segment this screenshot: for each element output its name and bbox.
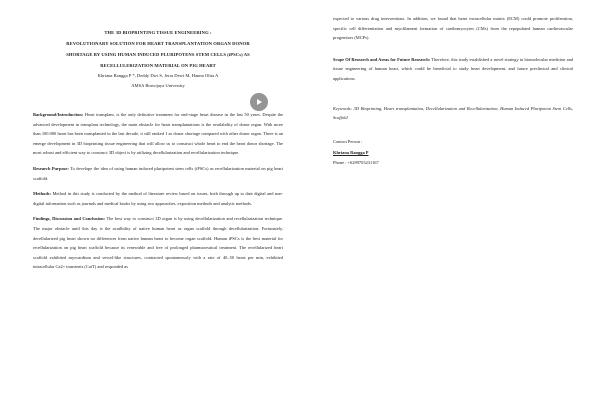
scope-text: Therefore, this study established a novel strategy in biomolecular medicine and tissue engineering of human heart, which could be beneficial to study heart development, and future preclinical and clinical applications. [333,56,574,81]
purpose-label: Research Purpose: [33,165,69,171]
continuation-text: expected to various drug interventions. In addition, we found that heart extracellular matrix (ECM) could promote proliferation, specific cell differentiation and myofilament formation of cardiomyocytes (CMs) from the repopulated human cardiovascular progenitors (MCPs). [333,16,573,41]
methods-section [33,189,283,208]
title-line: RECELLULERIZATION MATERIAL ON PIG HEART [100,63,216,68]
right-column [333,14,573,168]
contact-name: Khriana Rangga P [333,150,369,156]
findings-section [33,214,283,272]
methods-label: Methods: [33,191,51,197]
contact-label: Contact Person : [333,138,363,144]
paper-title [33,27,283,71]
background-text: Heart transplant, is the only definitive treatment for end-stage heart disease in the last 50 years. Despite the advanced development in transplant technology, the main obstacle for heart transplantations is the availability of donor organ. With more than 100.000 heart has been transplanted in the last decade, it still ranked 1 as donor shortage compared with other donor organ. There is an emerge development in 3D bioprinting tissue engineering that will allow us to construct whole heart to end the heart donor shortage. The most robust and efficient way to construct 3D object is by utilizing decellularization and recellularization technique. [33,112,283,156]
findings-label: Findings, Discussion and Conclusion: [33,216,106,222]
background-section [33,110,283,158]
title-line: THE 3D BIOPRINTING TISSUE ENGINEERING : [104,30,212,35]
authors: Khriana Rangga P *, Deddy Dwi S, Jerra Dewi M, Hanna Olita A [97,73,219,78]
scope-label: Scope Of Research and Areas for Future Research: [333,56,431,62]
play-button[interactable] [250,93,268,111]
contact-block [333,137,573,168]
play-icon [254,97,264,107]
findings-text: The best way to construct 3D organ is by using decellularization and recellularization technique. The major obstacle until this day is the availbility of native human heart as organ scaffold through decellularization. Fortunately, decellularized pig heart shown no differences from native human heart to become organ scaffold. Human iPSCs is the best material for recellularization on pig heart scaffold because its renewable and free of prolonged pharmaceutical treatment. The recellularized heart scaffold exhibited myocardium and vessel-like structures, contracted spontaneously with a rate of 40–50 beats per min, exhibited intracellular Ca2+ transients (CaiT) and responded as [33,216,284,270]
background-label: Background/Introduction: [33,112,84,117]
title-line: SHORTAGE BY USING HUMAN INDUCED PLURIPOTENS STEM CELLS (iPSCs) AS [66,52,250,57]
scope-section [333,55,573,84]
methods-text: Method in this study is conducted by the method of literature review based on issues, both through up to date digital and non-digital information such as journals and medical books by using two approaches, exposition methods and analytic methods. [33,191,284,206]
keywords: Keywords: 3D Bioprinting, Heart transplantation, Decellularization and Recellularization, Human Induced Pluripotent Stem Cells, Scaffold [333,105,573,121]
left-column [33,27,283,278]
purpose-section [33,164,283,183]
title-line: REVOLUTIONARY SOLUTION FOR HEART TRANSPLANTATION ORGAN DONOR [66,41,250,46]
university: AMSA Brawijaya University [131,83,185,88]
contact-phone: Phone : +6289703231167 [333,159,379,165]
purpose-text: To develope the idea of using human induced pluripotent stem cells (iPSCs) as recellularization material on pig heart scaffold. [33,165,283,181]
